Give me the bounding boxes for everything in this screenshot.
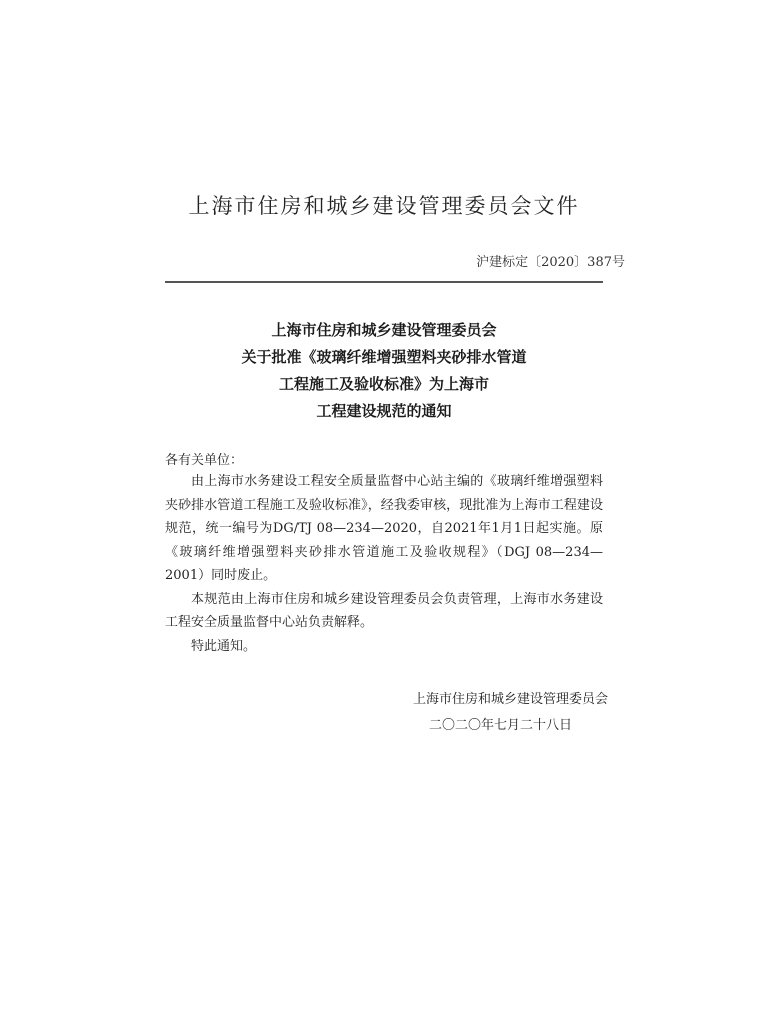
notice-title-line-2: 关于批准《玻璃纤维增强塑料夹砂排水管道 <box>241 348 527 366</box>
notice-body <box>165 470 603 658</box>
notice-title-line-3: 工程施工及验收标准》为上海市 <box>278 375 489 393</box>
body-paragraph-1: 由上海市水务建设工程安全质量监督中心站主编的《玻璃纤维增强塑料夹砂排水管道工程施工及验收标准》，经我委审核，现批准为上海市工程建设规范，统一编号为DG/TJ 08—234—2020，自2021年1月1日起实施。原《玻璃纤维增强塑料夹砂排水管道施工及验收规程》（DGJ 08—234—2001）同时废止。 <box>165 474 603 583</box>
signature-block <box>0 687 608 739</box>
salutation: 各有关单位： <box>165 453 244 468</box>
signature-org: 上海市住房和城乡建设管理委员会 <box>412 692 608 707</box>
document-number: 沪建标定〔2020〕387号 <box>476 255 625 270</box>
header-divider <box>165 281 603 283</box>
notice-title-line-1: 上海市住房和城乡建设管理委员会 <box>271 321 497 339</box>
body-paragraph-2: 本规范由上海市住房和城乡建设管理委员会负责管理，上海市水务建设工程安全质量监督中心站负责解释。 <box>165 591 603 630</box>
body-paragraph-3: 特此通知。 <box>191 638 257 654</box>
notice-title <box>0 317 768 425</box>
notice-title-line-4: 工程建设规范的通知 <box>316 402 452 420</box>
document-header-title: 上海市住房和城乡建设管理委员会文件 <box>188 194 580 218</box>
signature-date: 二〇二〇年七月二十八日 <box>428 718 572 733</box>
